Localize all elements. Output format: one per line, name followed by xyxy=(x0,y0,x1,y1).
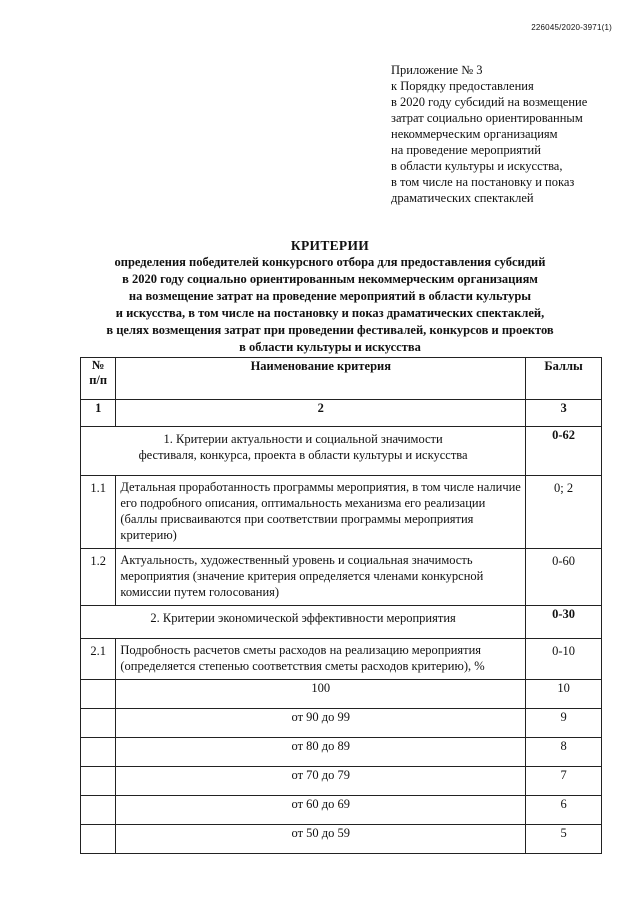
table-row xyxy=(81,549,602,606)
range-score: 7 xyxy=(526,767,602,796)
range-score: 10 xyxy=(526,680,602,709)
empty-cell xyxy=(81,680,116,709)
score-range: от 50 до 59 xyxy=(116,825,526,854)
title-line: определения победителей конкурсного отбора для предоставления субсидий xyxy=(114,255,546,269)
score-range: от 80 до 89 xyxy=(116,738,526,767)
column-numbers-row xyxy=(81,400,602,427)
title-line: на возмещение затрат на проведение мероприятий в области культуры xyxy=(128,289,532,303)
criterion-text: Подробность расчетов сметы расходов на реализацию мероприятия (определяется степенью соответствия сметы расходов критерию), % xyxy=(116,639,526,680)
appendix-line: в том числе на постановку и показ xyxy=(391,175,575,189)
document-title xyxy=(40,237,620,356)
appendix-line: некоммерческим организациям xyxy=(391,127,558,141)
document-id: 226045/2020-3971(1) xyxy=(531,23,612,32)
criterion-score: 0; 2 xyxy=(526,476,602,549)
score-range-row xyxy=(81,796,602,825)
table-header-row xyxy=(81,358,602,400)
range-score: 9 xyxy=(526,709,602,738)
range-score: 6 xyxy=(526,796,602,825)
appendix-line: Приложение № 3 xyxy=(391,63,483,77)
appendix-line: на проведение мероприятий xyxy=(391,143,541,157)
row-number: 2.1 xyxy=(81,639,116,680)
section-score: 0-30 xyxy=(526,606,602,639)
title-line: в 2020 году социально ориентированным некоммерческим организациям xyxy=(122,272,538,286)
appendix-line: в 2020 году субсидий на возмещение xyxy=(391,95,588,109)
table-row xyxy=(81,639,602,680)
header-number: № п/п xyxy=(81,358,116,400)
section-row xyxy=(81,427,602,476)
column-number: 2 xyxy=(116,400,526,427)
appendix-line: в области культуры и искусства, xyxy=(391,159,563,173)
empty-cell xyxy=(81,796,116,825)
criterion-score: 0-60 xyxy=(526,549,602,606)
empty-cell xyxy=(81,767,116,796)
row-number: 1.2 xyxy=(81,549,116,606)
score-range-row xyxy=(81,738,602,767)
header-criterion-name: Наименование критерия xyxy=(116,358,526,400)
score-range-row xyxy=(81,709,602,738)
range-score: 8 xyxy=(526,738,602,767)
appendix-note xyxy=(391,62,621,206)
range-score: 5 xyxy=(526,825,602,854)
section-row xyxy=(81,606,602,639)
appendix-line: затрат социально ориентированным xyxy=(391,111,583,125)
section-score: 0-62 xyxy=(526,427,602,476)
header-score: Баллы xyxy=(526,358,602,400)
column-number: 1 xyxy=(81,400,116,427)
table-row xyxy=(81,476,602,549)
criterion-text: Актуальность, художественный уровень и социальная значимость мероприятия (значение критерия определяется членами конкурсной комиссии путем голосования) xyxy=(116,549,526,606)
empty-cell xyxy=(81,709,116,738)
criterion-text: Детальная проработанность программы мероприятия, в том числе наличие его подробного описания, оптимальность механизма его реализации (баллы присваиваются при соответствии программы мероприятия критерию) xyxy=(116,476,526,549)
score-range-row xyxy=(81,680,602,709)
title-line: в области культуры и искусства xyxy=(239,340,421,354)
score-range: от 60 до 69 xyxy=(116,796,526,825)
score-range: от 70 до 79 xyxy=(116,767,526,796)
title-heading: КРИТЕРИИ xyxy=(290,238,370,253)
appendix-line: драматических спектаклей xyxy=(391,191,534,205)
criterion-score: 0-10 xyxy=(526,639,602,680)
score-range-row xyxy=(81,767,602,796)
section-title: 1. Критерии актуальности и социальной значимости фестиваля, конкурса, проекта в области культуры и искусства xyxy=(81,427,526,476)
score-range-row xyxy=(81,825,602,854)
empty-cell xyxy=(81,825,116,854)
empty-cell xyxy=(81,738,116,767)
appendix-line: к Порядку предоставления xyxy=(391,79,534,93)
criteria-table xyxy=(80,357,602,854)
section-title: 2. Критерии экономической эффективности мероприятия xyxy=(81,606,526,639)
column-number: 3 xyxy=(526,400,602,427)
title-line: в целях возмещения затрат при проведении фестивалей, конкурсов и проектов xyxy=(106,323,554,337)
score-range: 100 xyxy=(116,680,526,709)
score-range: от 90 до 99 xyxy=(116,709,526,738)
title-line: и искусства, в том числе на постановку и показ драматических спектаклей, xyxy=(115,306,545,320)
row-number: 1.1 xyxy=(81,476,116,549)
